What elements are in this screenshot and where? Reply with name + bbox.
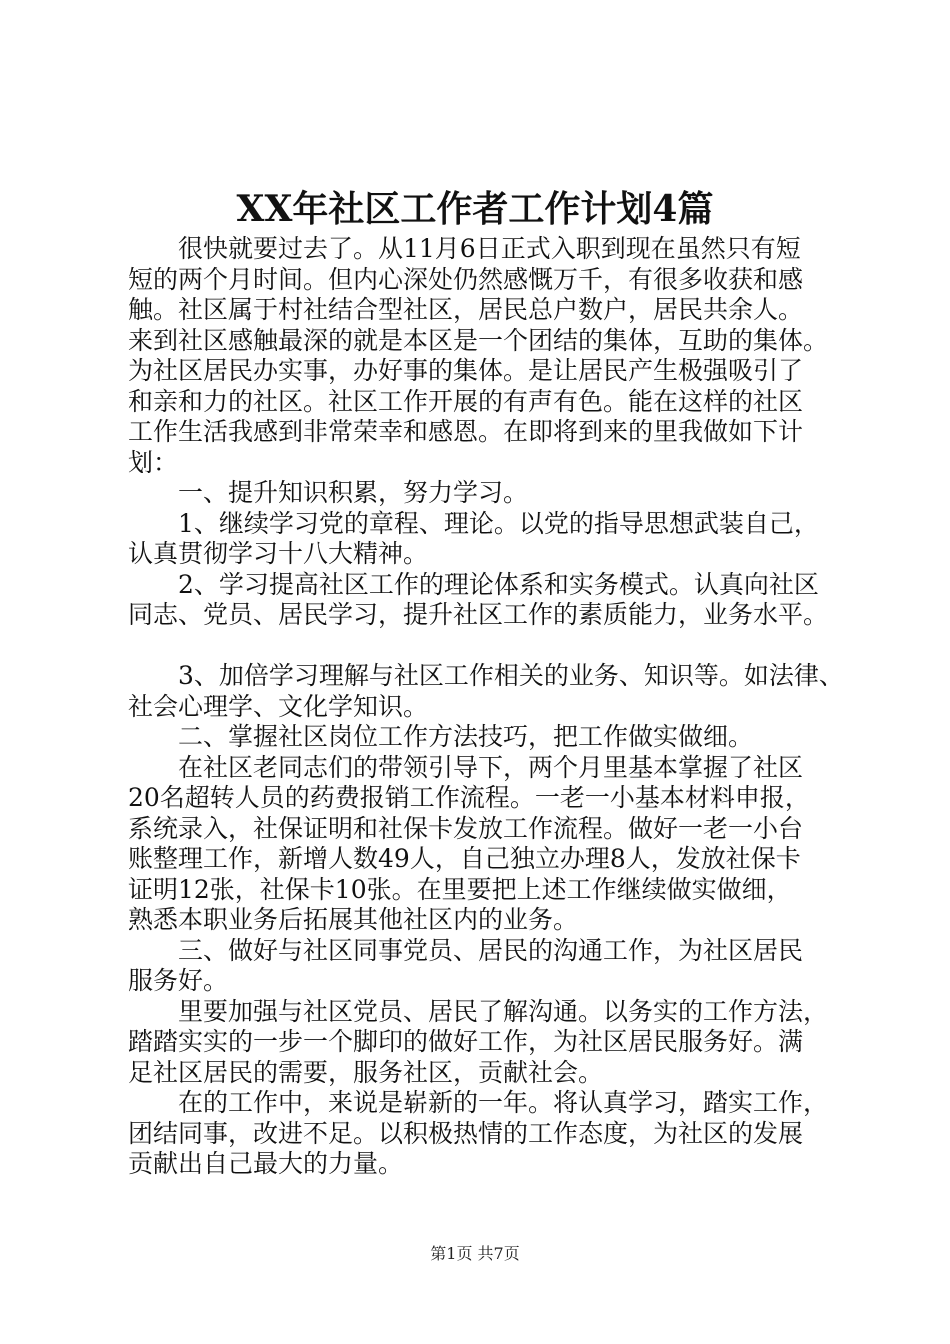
- text-line: 证明12张，社保卡10张。在里要把上述工作继续做实做细，: [128, 874, 792, 904]
- section-heading-2: [128, 722, 858, 753]
- text-line: 短的两个月时间。但内心深处仍然感慨万千，有很多收获和感: [128, 264, 804, 294]
- text-line: 认真贯彻学习十八大精神。: [128, 539, 429, 568]
- text-line: 足社区居民的需要，服务社区，贡献社会。: [128, 1057, 604, 1087]
- text-line: 20名超转人员的药费报销工作流程。一老一小基本材料申报，: [128, 783, 810, 812]
- text-line: 触。社区属于村社结合型社区，居民总户数户，居民共余人。: [128, 295, 804, 324]
- text-line: 很快就要过去了。从11月6日正式入职到现在虽然只有短: [178, 234, 801, 263]
- text-line: 账整理工作，新增人数49人，自己独立办理8人，发放社保卡: [128, 844, 801, 873]
- document-title: XX年社区工作者工作计划4篇: [236, 188, 714, 230]
- text-line: 为社区居民办实事，办好事的集体。是让居民产生极强吸引了: [128, 356, 804, 385]
- section-heading-cont: 服务好。: [128, 966, 229, 995]
- text-line: 工作生活我感到非常荣幸和感恩。在即将到来的里我做如下计: [128, 417, 804, 446]
- text-line: 2、学习提高社区工作的理论体系和实务模式。认真向社区: [178, 569, 819, 599]
- paragraph-item-2: [128, 570, 858, 662]
- text-line: 里要加强与社区党员、居民了解沟通。以务实的工作方法，: [178, 996, 829, 1026]
- text-line: 和亲和力的社区。社区工作开展的有声有色。能在这样的社区: [128, 386, 804, 416]
- text-line: 社会心理学、文化学知识。: [128, 691, 429, 721]
- text-line: 贡献出自己最大的力量。: [128, 1149, 404, 1178]
- text-line: 来到社区感触最深的就是本区是一个团结的集体，互助的集体。: [128, 325, 829, 355]
- paragraph-intro: [128, 234, 858, 478]
- document-body: [128, 234, 858, 1180]
- text-line: 1、继续学习党的章程、理论。以党的指导思想武装自己，: [178, 508, 819, 538]
- paragraph-item-1: [128, 509, 858, 570]
- text-line: 熟悉本职业务后拓展其他社区内的业务。: [128, 905, 579, 934]
- text-line: 划：: [128, 447, 179, 477]
- text-line: 3、加倍学习理解与社区工作相关的业务、知识等。如法律、: [178, 661, 844, 690]
- text-line: 系统录入，社保证明和社保卡发放工作流程。做好一老一小台: [128, 813, 804, 843]
- text-line: 在社区老同志们的带领引导下，两个月里基本掌握了社区: [178, 752, 804, 782]
- text-line: 团结同事，改进不足。以积极热情的工作态度，为社区的发展: [128, 1118, 804, 1148]
- section-heading: 三、做好与社区同事党员、居民的沟通工作，为社区居民: [178, 935, 804, 965]
- paragraph-communication: [128, 997, 858, 1089]
- section-heading-3: [128, 936, 858, 997]
- text-line: 同志、党员、居民学习，提升社区工作的素质能力，业务水平。: [128, 600, 829, 629]
- page-footer: 第1页 共7页: [430, 1244, 520, 1263]
- blank-line: [128, 631, 858, 662]
- paragraph-item-3: [128, 661, 858, 722]
- paragraph-conclusion: [128, 1088, 858, 1180]
- section-heading: 一、提升知识积累，努力学习。: [178, 478, 529, 507]
- paragraph-work: [128, 753, 858, 936]
- section-heading-1: [128, 478, 858, 509]
- section-heading: 二、掌握社区岗位工作方法技巧，把工作做实做细。: [178, 722, 754, 751]
- text-line: 踏踏实实的一步一个脚印的做好工作，为社区居民服务好。满: [128, 1027, 804, 1056]
- text-line: 在的工作中，来说是崭新的一年。将认真学习，踏实工作，: [178, 1088, 829, 1117]
